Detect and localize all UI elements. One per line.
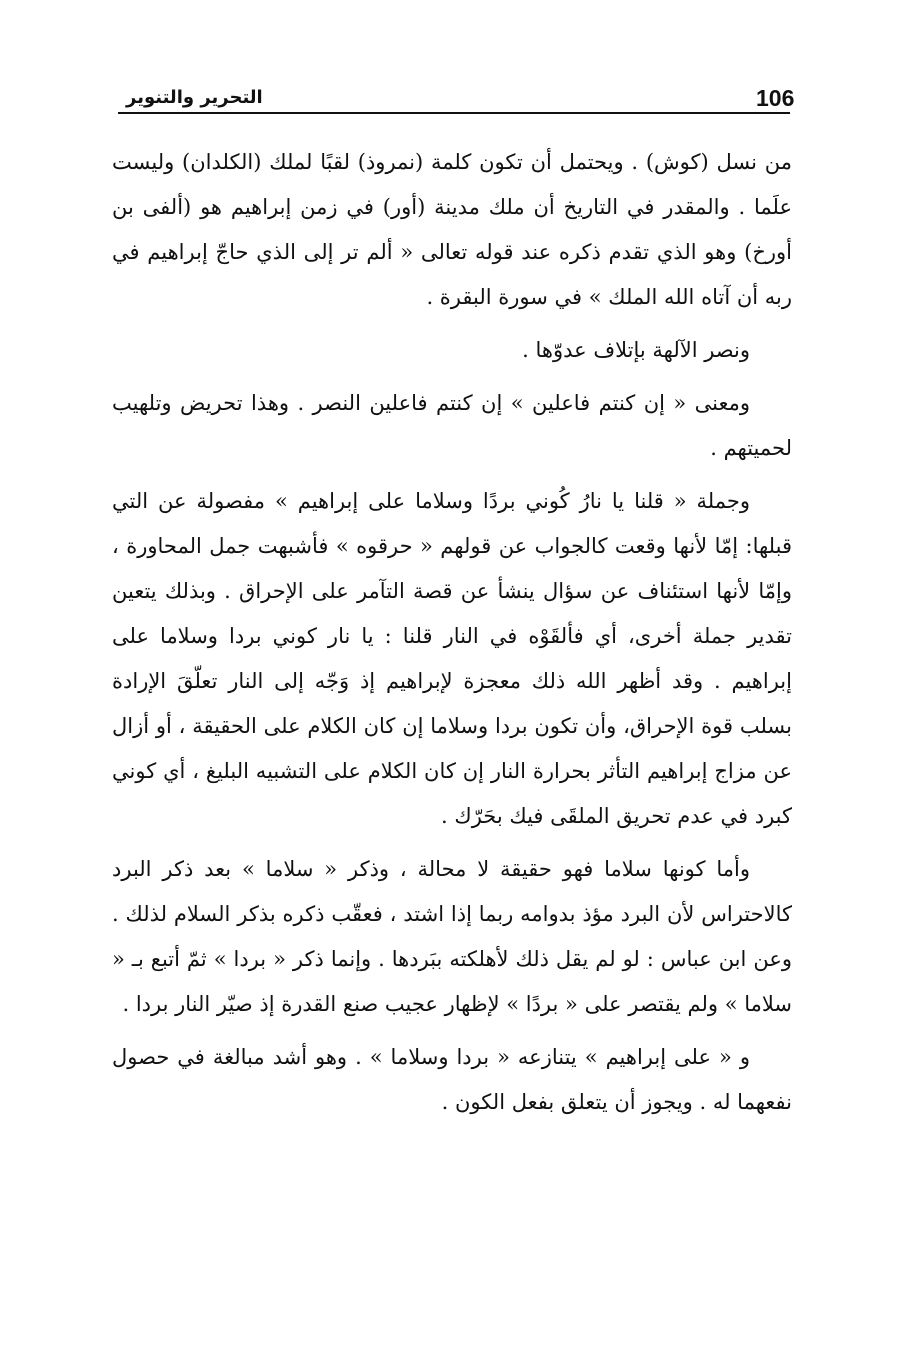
paragraph-gods-support: ونصر الآلهة بإتلاف عدوّها . xyxy=(522,338,750,362)
paragraph-upon-ibrahim: و « على إبراهيم » يتنازعه « بردا وسلاما » . وهو أشد مبالغة في حصول نفعهما له . ويجوز أن يتعلق بفعل الكون . xyxy=(112,1045,792,1114)
paragraph-if-you-are-doers: ومعنى « إن كنتم فاعلين » إن كنتم فاعلين النصر . وهذا تحريض وتلهيب لحميتهم . xyxy=(112,391,792,460)
page-body xyxy=(112,140,792,1133)
paragraph-fire-be-cool: وجملة « قلنا يا نارُ كُوني بردًا وسلاما على إبراهيم » مفصولة عن التي قبلها: إمّا لأنها وقعت كالجواب عن قولهم « حرقوه » فأشبهت جمل المحاورة ، وإمّا لأنها استئناف عن سؤال ينشأ عن قصة التآمر على الإحراق . وبذلك يتعين تقدير جملة أخرى، أي فألقَوْه في النار قلنا : يا نار كوني بردا وسلاما على إبراهيم . وقد أظهر الله ذلك معجزة لإبراهيم إذ وَجّه إلى النار تعلّقَ الإرادة بسلب قوة الإحراق، وأن تكون بردا وسلاما إن كان الكلام على الحقيقة ، أو أزال عن مزاج إبراهيم التأثر بحرارة النار إن كان الكلام على التشبيه البليغ ، أي كوني كبرد في عدم تحريق الملقَى فيك بحَرّك . xyxy=(112,489,792,828)
paragraph-peace-meaning: وأما كونها سلاما فهو حقيقة لا محالة ، وذكر « سلاما » بعد ذكر البرد كالاحتراس لأن البرد مؤذ بدوامه ربما إذا اشتد ، فعقّب ذكره بذكر السلام لذلك . وعن ابن عباس : لو لم يقل ذلك لأهلكته ببَردها . وإنما ذكر « بردا » ثمّ أتبع بـ « سلاما » ولم يقتصر على « بردًا » لإظهار عجيب صنع القدرة إذ صيّر النار بردا . xyxy=(112,857,792,1016)
page-number: 106 xyxy=(756,85,795,111)
header-rule xyxy=(118,112,790,114)
paragraph-nimrod-origin: من نسل (كوش) . ويحتمل أن تكون كلمة (نمروذ) لقبًا لملك (الكلدان) وليست علَما . والمقدر في التاريخ أن ملك مدينة (أور) في زمن إبراهيم هو (ألفى بن أورخ) وهو الذي تقدم ذكره عند قوله تعالى « ألم تر إلى الذي حاجّ إبراهيم في ربه أن آتاه الله الملك » في سورة البقرة . xyxy=(112,150,792,309)
page-header xyxy=(118,84,795,114)
running-title: التحرير والتنوير xyxy=(126,87,263,108)
